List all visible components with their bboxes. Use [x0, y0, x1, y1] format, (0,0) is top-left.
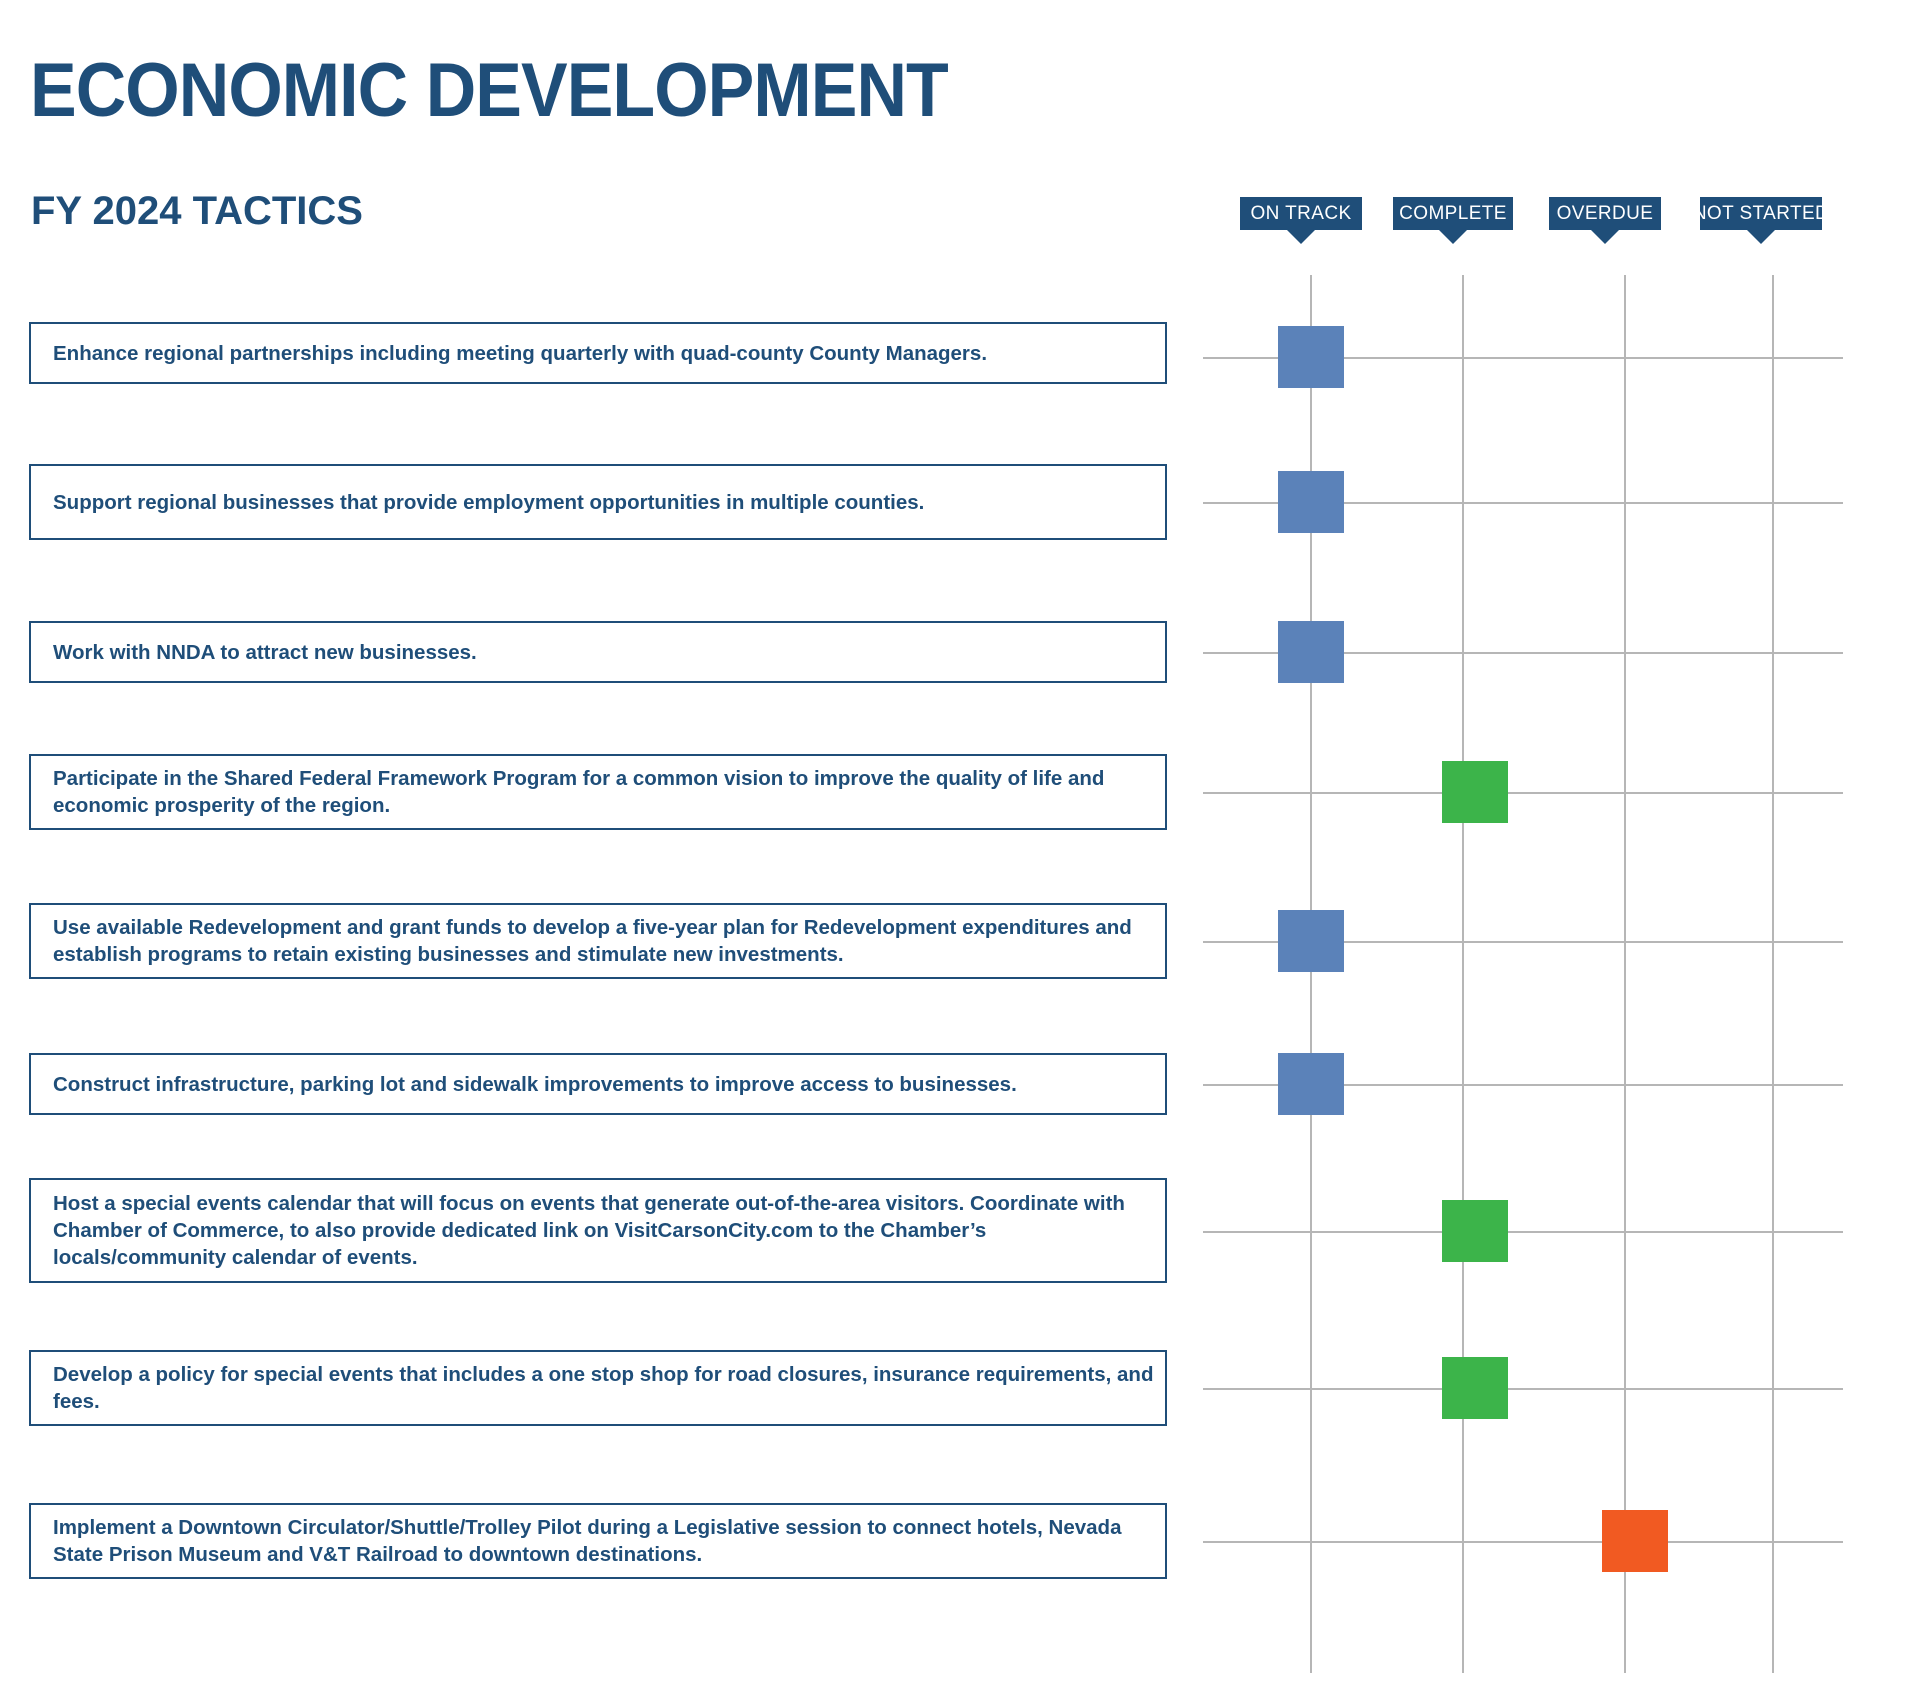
legend-item-not-started[interactable]	[1692, 197, 1830, 230]
grid-column-overdue	[1624, 275, 1626, 1673]
grid-column-complete	[1462, 275, 1464, 1673]
legend-item-complete[interactable]	[1393, 197, 1513, 230]
status-marker-on-track[interactable]	[1278, 1053, 1344, 1115]
status-marker-complete[interactable]	[1442, 1200, 1508, 1262]
legend-label-complete: COMPLETE	[1399, 202, 1507, 224]
task-label: Enhance regional partnerships including meeting quarterly with quad-county County Managers.	[53, 341, 988, 365]
task-row[interactable]	[29, 1503, 1167, 1579]
legend-item-overdue[interactable]	[1549, 197, 1661, 230]
grid-row-line	[1203, 1541, 1843, 1543]
grid-row-line	[1203, 792, 1843, 794]
task-row[interactable]	[29, 1178, 1167, 1283]
status-legend	[0, 197, 1920, 247]
task-row[interactable]	[29, 1053, 1167, 1115]
grid-column-not-started	[1772, 275, 1774, 1673]
legend-label-not-started: NOT STARTED	[1692, 202, 1830, 224]
task-label: Work with NNDA to attract new businesses.	[53, 640, 477, 664]
legend-pointer-icon	[1438, 229, 1468, 244]
task-label: Participate in the Shared Federal Framework Program for a common vision to improve the quality of life and economic prosperity of the region.	[53, 767, 1105, 817]
task-row[interactable]	[29, 621, 1167, 683]
page-subtitle: FY 2024 TACTICS	[31, 189, 363, 233]
task-label: Construct infrastructure, parking lot and sidewalk improvements to improve access to businesses.	[53, 1072, 1017, 1096]
task-label: Host a special events calendar that will focus on events that generate out-of-the-area visitors. Coordinate with Chamber of Commerce, to also provide dedicated link on VisitCarsonCity.com to the Chamber’s locals/community calendar of events.	[53, 1192, 1125, 1269]
page-title: ECONOMIC DEVELOPMENT	[30, 48, 948, 133]
task-row[interactable]	[29, 322, 1167, 384]
task-row[interactable]	[29, 754, 1167, 830]
status-marker-complete[interactable]	[1442, 761, 1508, 823]
status-marker-on-track[interactable]	[1278, 326, 1344, 388]
task-row[interactable]	[29, 1350, 1167, 1426]
status-marker-on-track[interactable]	[1278, 910, 1344, 972]
status-marker-on-track[interactable]	[1278, 471, 1344, 533]
grid-row-line	[1203, 1231, 1843, 1233]
task-label: Implement a Downtown Circulator/Shuttle/Trolley Pilot during a Legislative session to connect hotels, Nevada State Prison Museum and V&T Railroad to downtown destinations.	[53, 1516, 1122, 1566]
legend-label-on-track: ON TRACK	[1250, 202, 1352, 224]
task-label: Use available Redevelopment and grant funds to develop a five-year plan for Redevelopment expenditures and establish programs to retain existing businesses and stimulate new investments.	[53, 916, 1132, 966]
status-marker-complete[interactable]	[1442, 1357, 1508, 1419]
task-label: Develop a policy for special events that includes a one stop shop for road closures, insurance requirements, and fees.	[53, 1363, 1154, 1413]
legend-pointer-icon	[1286, 229, 1316, 244]
legend-pointer-icon	[1590, 229, 1620, 244]
status-marker-overdue[interactable]	[1602, 1510, 1668, 1572]
grid-row-line	[1203, 1388, 1843, 1390]
legend-label-overdue: OVERDUE	[1556, 202, 1654, 224]
task-row[interactable]	[29, 464, 1167, 540]
task-row[interactable]	[29, 903, 1167, 979]
legend-pointer-icon	[1746, 229, 1776, 244]
legend-item-on-track[interactable]	[1240, 197, 1362, 230]
status-marker-on-track[interactable]	[1278, 621, 1344, 683]
task-label: Support regional businesses that provide employment opportunities in multiple counties.	[53, 490, 925, 514]
